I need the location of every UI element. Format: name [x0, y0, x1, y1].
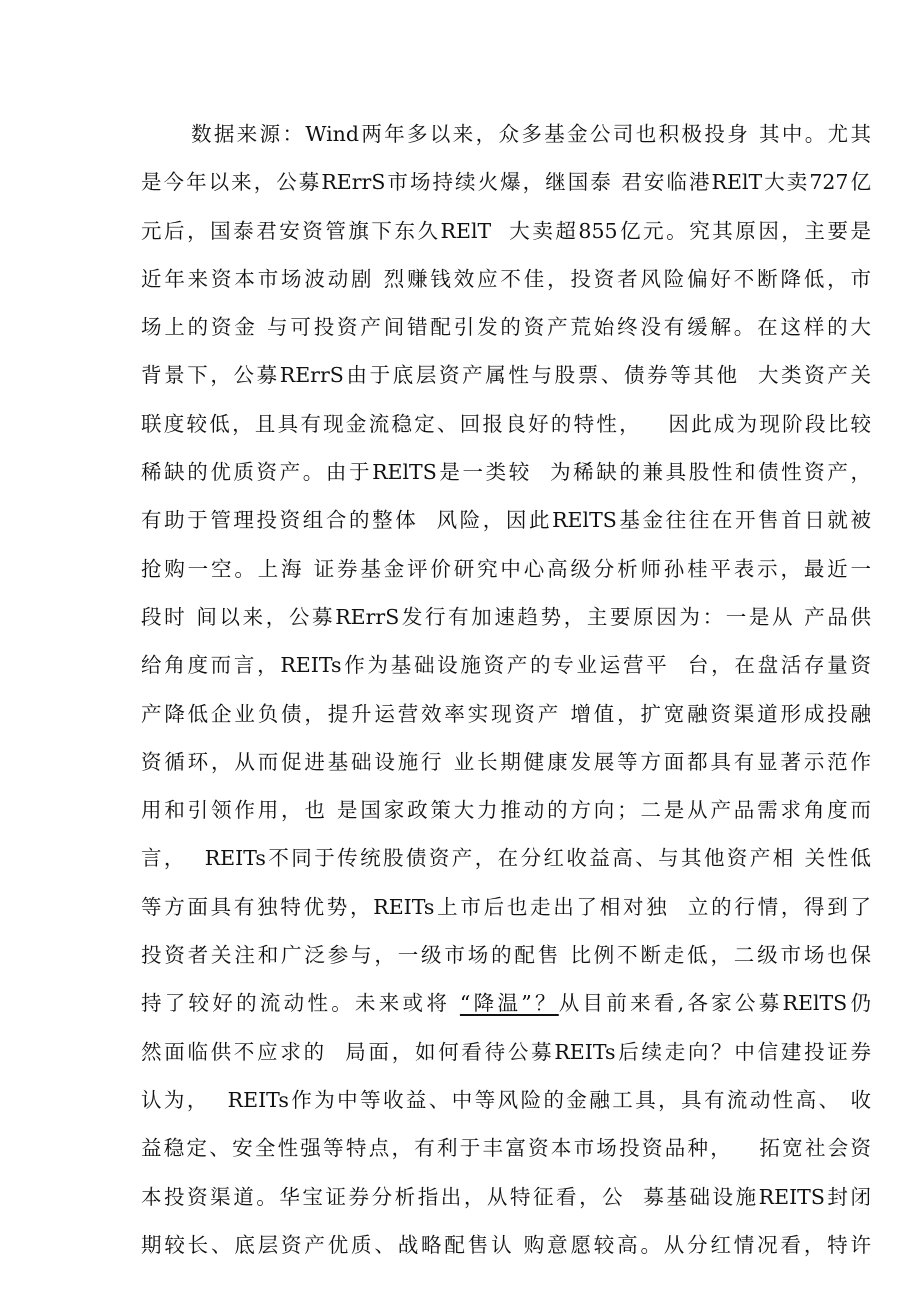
article-body: [141, 110, 871, 1269]
paragraph-line: 有助于管理投资组合的整体 风险，因此RElTS基金往往在开售首日就被: [141, 508, 871, 533]
paragraph-line: 背景下，公募RErrS由于底层资产属性与股票、债券等其他 大类资产关: [141, 363, 871, 388]
paragraph-line: 益稳定、安全性强等特点，有利于丰富资本市场投资品种， 拓宽社会资: [141, 1136, 871, 1161]
paragraph-line: 联度较低，且具有现金流稳定、回报良好的特性， 因此成为现阶段比较: [141, 411, 871, 436]
paragraph-line: 场上的资金 与可投资产间错配引发的资产荒始终没有缓解。在这样的大: [141, 315, 871, 340]
paragraph-line: 等方面具有独特优势，REITs上市后也走出了相对独 立的行情，得到了: [141, 894, 871, 919]
underlined-phrase: “降温”？: [459, 991, 559, 1016]
paragraph-line: 然面临供不应求的 局面，如何看待公募REITs后续走向？中信建投证券: [141, 1039, 871, 1064]
paragraph-line: 段时 间以来，公募RErrS发行有加速趋势，主要原因为：一是从 产品供: [141, 604, 871, 629]
paragraph-line: 本投资渠道。华宝证券分析指出，从特征看，公 募基础设施REITS封闭: [141, 1184, 871, 1209]
paragraph-line: 元后，国泰君安资管旗下东久RElT 大卖超855亿元。究其原因，主要是: [141, 218, 871, 243]
line-segment: 从目前来看,各家公募RElTS仍: [558, 991, 871, 1016]
paragraph-line: 认为， REITs作为中等收益、中等风险的金融工具，具有流动性高、 收: [141, 1087, 871, 1112]
paragraph-line: 稀缺的优质资产。由于RElTS是一类较 为稀缺的兼具股性和债性资产，: [141, 460, 871, 485]
paragraph-line: 抢购一空。上海 证券基金评价研究中心高级分析师孙桂平表示，最近一: [141, 556, 871, 581]
paragraph-line: 数据来源：Wind两年多以来，众多基金公司也积极投身 其中。尤其: [191, 122, 871, 146]
paragraph-line: 产降低企业负债，提升运营效率实现资产 增值，扩宽融资渠道形成投融: [141, 701, 871, 726]
paragraph-line: 是今年以来，公募RErrS市场持续火爆，继国泰 君安临港RElT大卖727亿: [141, 170, 871, 195]
paragraph-line: 投资者关注和广泛参与，一级市场的配售 比例不断走低，二级市场也保: [141, 943, 871, 968]
paragraph-line: 用和引领作用，也 是国家政策大力推动的方向；二是从产品需求角度而: [141, 798, 871, 823]
paragraph-line: 给角度而言，REITs作为基础设施资产的专业运营平 台，在盘活存量资: [141, 653, 871, 678]
line-segment: 持了较好的流动性。未来或将: [141, 991, 460, 1016]
paragraph-line: 言， REITs不同于传统股债资产，在分红收益高、与其他资产相 关性低: [141, 846, 871, 871]
paragraph-line: 资循环，从而促进基础设施行 业长期健康发展等方面都具有显著示范作: [141, 749, 871, 774]
paragraph-line: 期较长、底层资产优质、战略配售认 购意愿较高。从分红情况看，特许: [141, 1232, 871, 1257]
paragraph-line: 近年来资本市场波动剧 烈赚钱效应不佳，投资者风险偏好不断降低，市: [141, 266, 871, 291]
paragraph-line-with-underline: [141, 979, 871, 1027]
